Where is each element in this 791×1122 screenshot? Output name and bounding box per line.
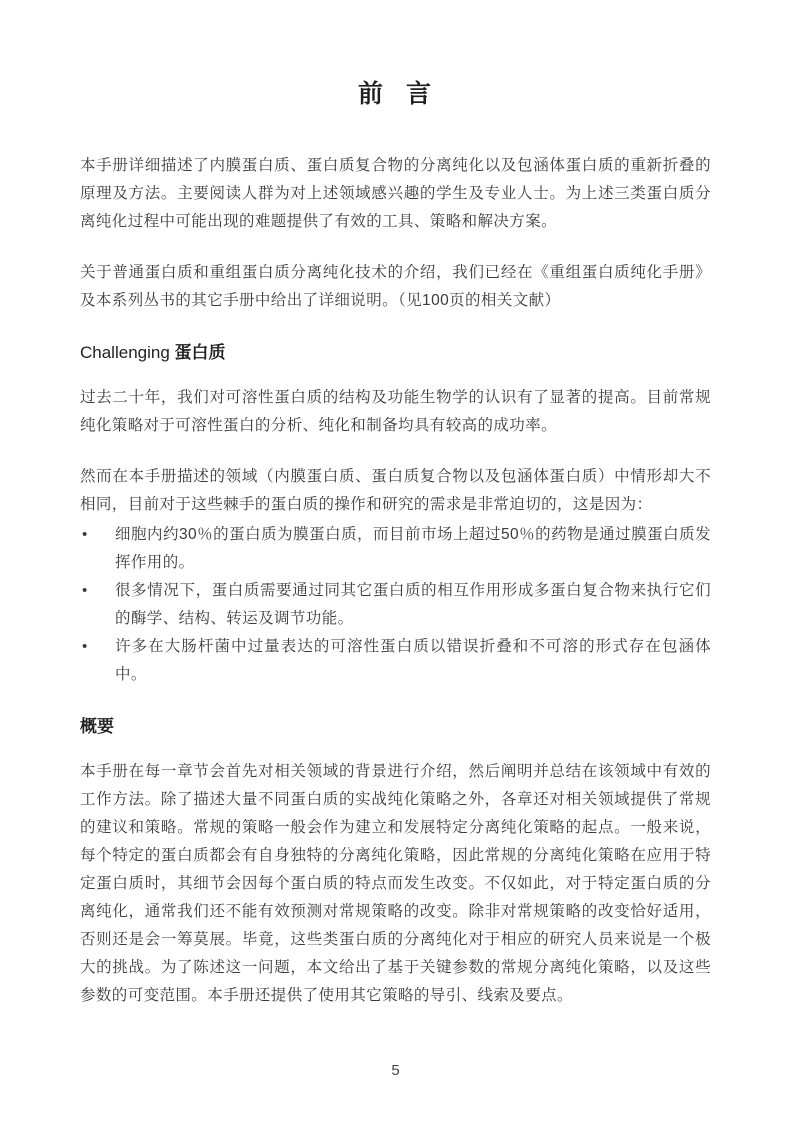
section-heading-summary: 概要 <box>80 717 114 736</box>
bullet-icon: • <box>82 526 88 543</box>
page-number: 5 <box>391 1062 400 1079</box>
bullet-icon: • <box>82 582 88 599</box>
list-item <box>80 521 711 577</box>
list-item <box>80 633 711 689</box>
list-item <box>80 577 711 633</box>
summary-paragraph: 本手册在每一章节会首先对相关领域的背景进行介绍，然后阐明并总结在该领域中有效的工作方法。除了描述大量不同蛋白质的实战纯化策略之外，各章还对相关领域提供了常规的建议和策略。常规的策略一般会作为建立和发展特定分离纯化策略的起点。一般来说，每个特定的蛋白质都会有自身独特的分离纯化策略，因此常规的分离纯化策略在应用于特定蛋白质时，其细节会因每个蛋白质的特点而发生改变。不仅如此，对于特定蛋白质的分离纯化，通常我们还不能有效预测对常规策略的改变。除非对常规策略的改变恰好适用，否则还是会一筹莫展。毕竟，这些类蛋白质的分离纯化对于相应的研究人员来说是一个极大的挑战。为了陈述这一问题，本文给出了基于关键参数的常规分离纯化策略，以及这些参数的可变范围。本手册还提供了使用其它策略的导引、线索及要点。 <box>80 763 711 1004</box>
section-heading-challenging-en: Challenging <box>80 343 175 362</box>
bullet-icon: • <box>82 638 88 655</box>
page-title: 前 言 <box>358 80 433 108</box>
section-heading-challenging-zh: 蛋白质 <box>174 343 226 362</box>
list-item-text: 细胞内约30％的蛋白质为膜蛋白质，而目前市场上超过50％的药物是通过膜蛋白质发挥作用的。 <box>115 526 711 571</box>
bullet-list <box>80 521 711 689</box>
intro-paragraph-1: 本手册详细描述了内膜蛋白质、蛋白质复合物的分离纯化以及包涵体蛋白质的重新折叠的原理及方法。主要阅读人群为对上述领域感兴趣的学生及专业人士。为上述三类蛋白质分离纯化过程中可能出现的难题提供了有效的工具、策略和解决方案。 <box>80 157 711 230</box>
section-heading-challenging <box>80 339 711 367</box>
challenging-paragraph-1: 过去二十年，我们对可溶性蛋白质的结构及功能生物学的认识有了显著的提高。目前常规纯化策略对于可溶性蛋白的分析、纯化和制备均具有较高的成功率。 <box>80 389 711 434</box>
challenging-paragraph-2: 然而在本手册描述的领域（内膜蛋白质、蛋白质复合物以及包涵体蛋白质）中情形却大不相同，目前对于这些棘手的蛋白质的操作和研究的需求是非常迫切的，这是因为： <box>80 468 711 513</box>
intro-paragraph-2: 关于普通蛋白质和重组蛋白质分离纯化技术的介绍，我们已经在《重组蛋白质纯化手册》及本系列丛书的其它手册中给出了详细说明。（见100页的相关文献） <box>80 264 711 309</box>
list-item-text: 很多情况下，蛋白质需要通过同其它蛋白质的相互作用形成多蛋白复合物来执行它们的酶学、结构、转运及调节功能。 <box>115 582 711 627</box>
list-item-text: 许多在大肠杆菌中过量表达的可溶性蛋白质以错误折叠和不可溶的形式存在包涵体中。 <box>115 638 711 683</box>
